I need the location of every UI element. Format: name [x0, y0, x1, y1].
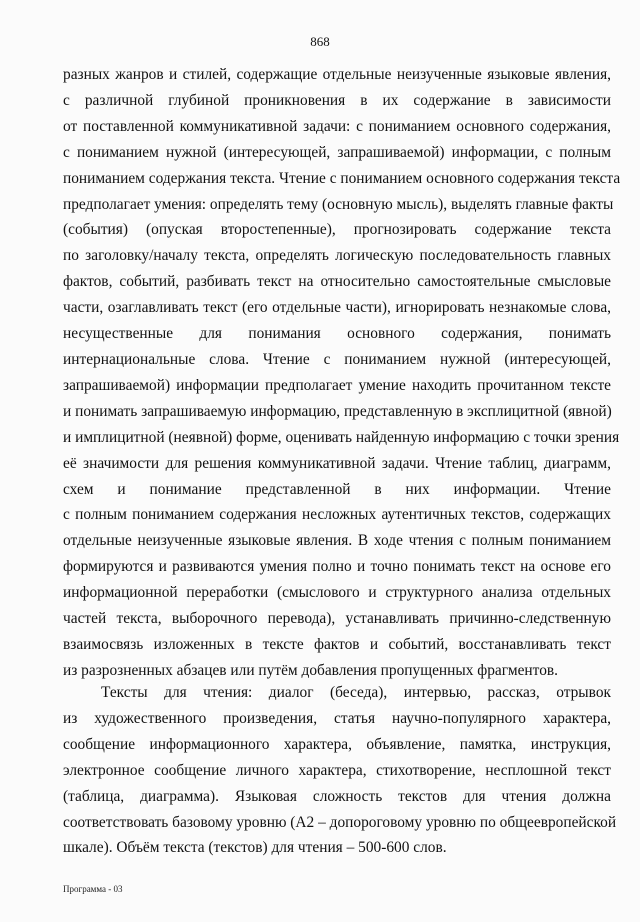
text-line: из разрозненных абзацев или путём добавления пропущенных фрагментов. [63, 661, 559, 679]
text-line: (события) (опуская второстепенные), прогнозировать содержание текста [63, 221, 611, 239]
text-line: соответствовать базовому уровню (А2 – допороговому уровню по общеевропейской [63, 813, 617, 831]
text-line: сообщение информационного характера, объявление, памятка, инструкция, [63, 735, 611, 753]
text-line: информационной переработки (смыслового и структурного анализа отдельных [63, 584, 611, 602]
text-line: запрашиваемой) информации предполагает умение находить прочитанном тексте [63, 376, 611, 394]
paragraph-reading-texts [63, 680, 617, 861]
text-line: шкале). Объём текста (текстов) для чтения – 500-600 слов. [63, 839, 447, 857]
text-line: несущественные для понимания основного содержания, понимать [63, 325, 611, 343]
text-line: формируются и развиваются умения полно и точно понимать текст на основе его [63, 558, 611, 576]
text-line: с пониманием нужной (интересующей, запрашиваемой) информации, с полным [63, 143, 611, 161]
text-line: с полным пониманием содержания несложных аутентичных текстов, содержащих [63, 506, 611, 524]
footer-program-label: Программа - 03 [63, 884, 123, 894]
text-line: интернациональные слова. Чтение с пониманием нужной (интересующей, [63, 350, 611, 368]
text-line: электронное сообщение личного характера, стихотворение, несплошной текст [63, 761, 611, 779]
text-line: частей текста, выборочного перевода), устанавливать причинно-следственную [63, 610, 611, 628]
paragraph-reading-skills [63, 62, 621, 684]
text-line: по заголовку/началу текста, определять логическую последовательность главных [63, 247, 611, 265]
text-line: из художественного произведения, статья научно-популярного характера, [63, 709, 611, 727]
text-line: предполагает умения: определять тему (основную мысль), выделять главные факты [63, 195, 614, 213]
text-line: взаимосвязь изложенных в тексте фактов и событий, восстанавливать текст [63, 635, 611, 653]
text-line: отдельные неизученные языковые явления. В ходе чтения с полным пониманием [63, 532, 611, 550]
text-line: разных жанров и стилей, содержащие отдельные неизученные языковые явления, [63, 66, 611, 83]
text-line: схем и понимание представленной в них информации. Чтение [63, 480, 611, 498]
text-line: Тексты для чтения: диалог (беседа), интервью, рассказ, отрывок [101, 684, 611, 701]
page-number: 868 [310, 34, 330, 49]
text-line: части, озаглавливать текст (его отдельные части), игнорировать незнакомые слова, [63, 299, 611, 317]
text-line: пониманием содержания текста. Чтение с пониманием основного содержания текста [63, 169, 621, 187]
text-line: фактов, событий, разбивать текст на относительно самостоятельные смысловые [63, 273, 611, 291]
text-line: с различной глубиной проникновения в их содержание в зависимости [63, 91, 611, 109]
text-line: её значимости для решения коммуникативной задачи. Чтение таблиц, диаграмм, [63, 454, 611, 472]
text-line: от поставленной коммуникативной задачи: с пониманием основного содержания, [63, 117, 611, 135]
text-line: (таблица, диаграмма). Языковая сложность текстов для чтения должна [63, 787, 611, 805]
text-line: и понимать запрашиваемую информацию, представленную в эксплицитной (явной) [63, 402, 612, 420]
text-line: и имплицитной (неявной) форме, оценивать найденную информацию с точки зрения [63, 428, 620, 446]
